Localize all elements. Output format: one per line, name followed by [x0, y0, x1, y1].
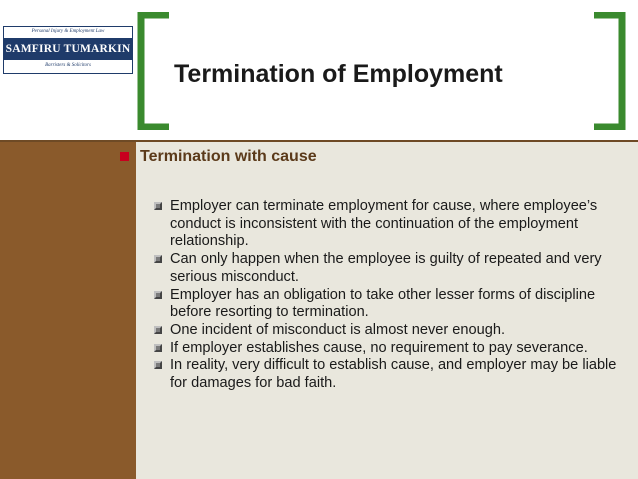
bevel-square-icon [154, 326, 162, 334]
list-item-text: Employer has an obligation to take other lesser forms of discipline before resorting to termination. [170, 286, 596, 321]
bevel-square-icon [154, 255, 162, 263]
list-item [150, 287, 620, 322]
header-divider [0, 140, 638, 142]
list-item [150, 251, 620, 286]
side-panel [0, 141, 136, 479]
logo-firm-name: SAMFIRU TUMARKIN [4, 38, 132, 60]
logo-tagline-bottom: Barristers & Solicitors [45, 63, 91, 68]
section-heading: Termination with cause [140, 148, 317, 165]
list-item [150, 198, 620, 251]
left-bracket-icon [137, 12, 171, 130]
list-item-text: Can only happen when the employee is guilty of repeated and very serious misconduct. [170, 251, 602, 285]
right-bracket-icon [592, 12, 626, 130]
list-item-text: In reality, very difficult to establish cause, and employer may be liable for damages for bad faith. [170, 357, 617, 392]
list-item-text: If employer establishes cause, no requirement to pay severance. [170, 339, 588, 356]
bevel-square-icon [154, 361, 162, 369]
list-item-text: One incident of misconduct is almost never enough. [170, 321, 506, 338]
firm-logo [3, 26, 133, 74]
list-item [150, 340, 620, 358]
bullet-list [150, 198, 620, 393]
logo-tagline-top: Personal Injury & Employment Law [31, 29, 105, 34]
red-square-icon [120, 152, 129, 161]
list-item [150, 322, 620, 340]
bevel-square-icon [154, 291, 162, 299]
list-item [150, 357, 620, 392]
bevel-square-icon [154, 344, 162, 352]
bevel-square-icon [154, 202, 162, 210]
slide-title: Termination of Employment [174, 60, 503, 88]
list-item-text: Employer can terminate employment for cause, where employee’s conduct is inconsistent with the continuation of the employment relationship. [170, 198, 598, 250]
